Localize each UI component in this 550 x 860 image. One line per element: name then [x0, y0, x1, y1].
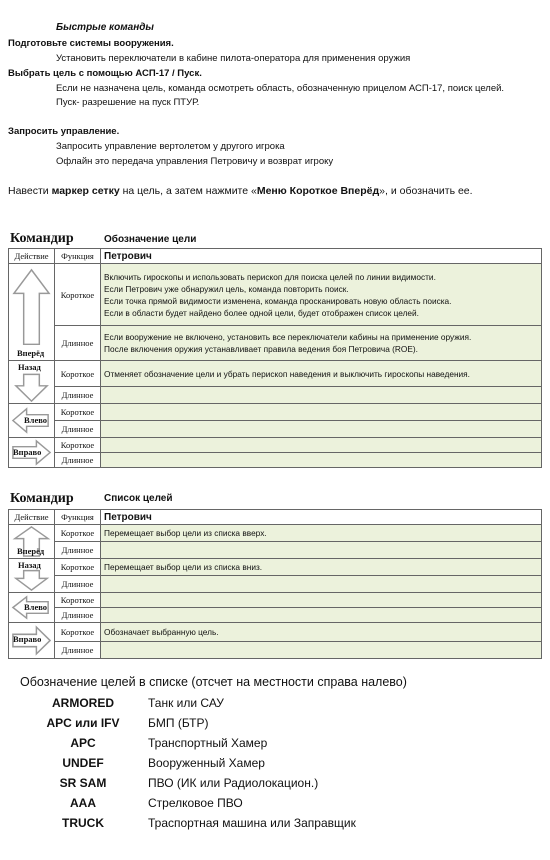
left-long-desc	[101, 608, 542, 623]
function-long: Длинное	[55, 608, 101, 623]
line-select-target-1: Если не назначена цель, команда осмотреть область, обозначенную прицелом АСП-17, поиск целей.	[56, 83, 505, 94]
action-left	[9, 404, 55, 438]
table1-subtitle: Обозначение цели	[104, 234, 197, 245]
legend-code: TRUCK	[62, 816, 104, 830]
col-function-header: Функция	[55, 249, 101, 264]
function-short: Короткое	[55, 438, 101, 453]
function-short: Короткое	[55, 525, 101, 542]
instruction-part: на цель, а затем нажмите «	[119, 185, 257, 197]
back-long-desc	[101, 576, 542, 593]
function-long: Длинное	[55, 326, 101, 361]
right-label: Вправо	[13, 447, 42, 457]
legend-row	[0, 716, 550, 734]
action-left	[9, 593, 55, 623]
forward-short-desc	[101, 264, 542, 326]
back-label: Назад	[18, 560, 41, 570]
forward-label: Вперёд	[17, 546, 45, 556]
col-function-header: Функция	[55, 510, 101, 525]
line-request-control-1: Запросить управление вертолетом у другого игрока	[56, 141, 285, 152]
legend-code: APC	[70, 736, 96, 750]
table1-title: Командир	[10, 231, 74, 246]
table2-subtitle: Список целей	[104, 493, 173, 504]
legend-desc: БМП (БТР)	[148, 716, 209, 730]
instruction-bold: маркер сетку	[51, 185, 120, 197]
forward-long-desc	[101, 326, 542, 361]
instruction-part: Навести	[8, 185, 52, 197]
action-right	[9, 438, 55, 468]
forward-label: Вперёд	[17, 348, 45, 358]
function-long: Длинное	[55, 421, 101, 438]
left-label: Влево	[24, 602, 47, 612]
forward-long-desc	[101, 542, 542, 559]
function-short: Короткое	[55, 404, 101, 421]
right-long-desc	[101, 453, 542, 468]
left-short-desc	[101, 404, 542, 421]
legend-desc: Вооруженный Хамер	[148, 756, 265, 770]
action-forward	[9, 525, 55, 559]
function-short: Короткое	[55, 559, 101, 576]
legend-row	[0, 736, 550, 754]
target-designation-table	[8, 248, 542, 468]
table2-title: Командир	[10, 491, 74, 506]
desc-line: Если в области будет найдено более одной цели, будет отображен список целей.	[104, 307, 419, 318]
forward-short-desc: Перемещает выбор цели из списка вверх.	[101, 525, 542, 542]
heading-prepare-weapons: Подготовьте системы вооружения.	[8, 38, 174, 49]
legend-code: SR SAM	[59, 776, 107, 790]
heading-request-control: Запросить управление.	[8, 126, 120, 137]
left-label: Влево	[24, 415, 47, 425]
instruction-part: », и обозначить ее.	[379, 185, 473, 197]
legend-code: UNDEF	[62, 756, 104, 770]
instruction-line	[8, 185, 473, 197]
col-petrovich-header: Петрович	[101, 510, 542, 525]
legend-row	[0, 816, 550, 834]
desc-line: Если вооружение не включено, установить все переключатели кабины на применение оружия.	[104, 332, 472, 342]
desc-line: После включения оружия устанавливает правила ведения боя Петровича (ROE).	[104, 344, 418, 354]
left-long-desc	[101, 421, 542, 438]
function-short: Короткое	[55, 264, 101, 326]
legend-desc: Транспортный Хамер	[148, 736, 268, 750]
function-long: Длинное	[55, 387, 101, 404]
right-label: Вправо	[13, 634, 42, 644]
legend-row	[0, 756, 550, 774]
desc-line: Если Петрович уже обнаружил цель, команда повторить поиск.	[104, 283, 349, 294]
function-long: Длинное	[55, 642, 101, 659]
legend-desc: Траспортная машина или Заправщик	[148, 816, 356, 830]
right-long-desc	[101, 642, 542, 659]
legend-desc: Танк или САУ	[148, 696, 224, 710]
function-short: Короткое	[55, 593, 101, 608]
line-request-control-2: Офлайн это передача управления Петровичу и возврат игроку	[56, 156, 334, 167]
line-select-target-2: Пуск- разрешение на пуск ПТУР.	[56, 97, 200, 108]
legend-code: ARMORED	[52, 696, 114, 710]
action-forward	[9, 264, 55, 361]
instruction-bold: Меню Короткое Вперёд	[256, 185, 380, 197]
quick-commands-title: Быстрые команды	[56, 22, 154, 33]
back-label: Назад	[18, 362, 41, 372]
back-short-desc: Отменяет обозначение цели и убрать перископ наведения и выключить гироскопы наведения.	[101, 361, 542, 387]
legend-code: APC или IFV	[46, 716, 120, 730]
legend-desc: Стрелковое ПВО	[148, 796, 243, 810]
back-long-desc	[101, 387, 542, 404]
back-short-desc: Перемещает выбор цели из списка вниз.	[101, 559, 542, 576]
col-petrovich-header: Петрович	[101, 249, 542, 264]
heading-select-target: Выбрать цель с помощью АСП-17 / Пуск.	[8, 68, 202, 79]
legend-title: Обозначение целей в списке (отсчет на местности справа налево)	[20, 675, 407, 689]
function-long: Длинное	[55, 576, 101, 593]
legend-desc: ПВО (ИК или Радиолокацион.)	[148, 776, 319, 790]
right-short-desc	[101, 438, 542, 453]
desc-line: Включить гироскопы и использовать перископ для поиска целей по линии видимости.	[104, 271, 436, 282]
action-back	[9, 559, 55, 593]
left-short-desc	[101, 593, 542, 608]
arrow-up-icon	[9, 264, 54, 360]
function-short: Короткое	[55, 361, 101, 387]
function-long: Длинное	[55, 453, 101, 468]
action-right	[9, 623, 55, 659]
legend-row	[0, 696, 550, 714]
legend-row	[0, 796, 550, 814]
legend-code: AAA	[70, 796, 96, 810]
desc-line: Если точка прямой видимости изменена, команда просканировать новую область поиска.	[104, 295, 452, 306]
line-prepare-weapons: Установить переключатели в кабине пилота-оператора для применения оружия	[56, 53, 411, 64]
legend-row	[0, 776, 550, 794]
function-long: Длинное	[55, 542, 101, 559]
right-short-desc: Обозначает выбранную цель.	[101, 623, 542, 642]
target-list-table	[8, 509, 542, 659]
col-action-header: Действие	[9, 510, 55, 525]
col-action-header: Действие	[9, 249, 55, 264]
action-back	[9, 361, 55, 404]
function-short: Короткое	[55, 623, 101, 642]
